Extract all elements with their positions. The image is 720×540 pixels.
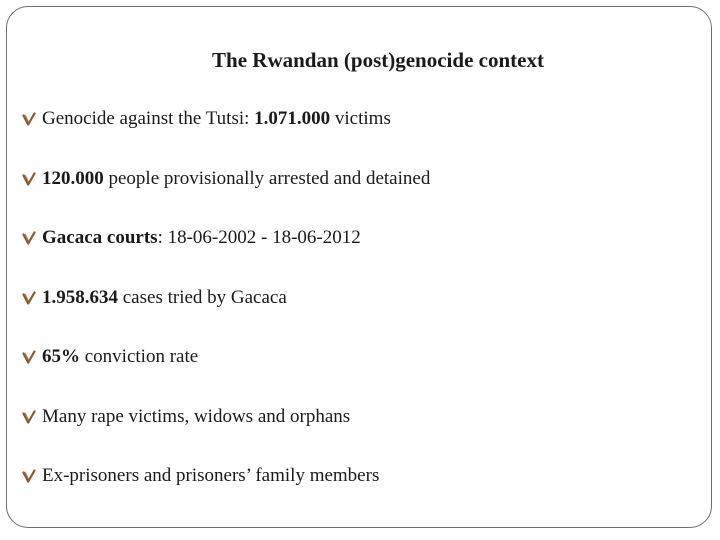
bullet-item-gacaca-courts — [22, 223, 430, 253]
bullet-text: 65% conviction rate — [42, 346, 199, 367]
bullet-text: 1.958.634 cases tried by Gacaca — [42, 286, 287, 308]
checkmark-v-icon — [22, 350, 36, 364]
slide-title: The Rwandan (post)genocide context — [212, 48, 544, 72]
bullet-item-arrested — [22, 164, 430, 194]
checkmark-v-icon — [22, 172, 36, 186]
bullet-item-victims-widows — [22, 402, 430, 432]
bullet-text: Ex-prisoners and prisoners’ family members — [42, 465, 380, 486]
checkmark-v-icon — [22, 112, 36, 126]
bullet-list — [22, 104, 430, 521]
bullet-item-conviction-rate — [22, 342, 430, 372]
bullet-text: Gacaca courts: 18-06-2002 - 18-06-2012 — [42, 227, 361, 248]
checkmark-v-icon — [22, 410, 36, 424]
bullet-text: Many rape victims, widows and orphans — [42, 405, 351, 427]
bullet-item-ex-prisoners — [22, 461, 430, 491]
bullet-text: Genocide against the Tutsi: 1.071.000 victims — [42, 108, 391, 129]
checkmark-v-icon — [22, 291, 36, 305]
bullet-text: 120.000 people provisionally arrested and detained — [42, 167, 431, 189]
checkmark-v-icon — [22, 469, 36, 483]
checkmark-v-icon — [22, 231, 36, 245]
bullet-item-victims — [22, 104, 430, 134]
bullet-item-cases-tried — [22, 283, 430, 313]
